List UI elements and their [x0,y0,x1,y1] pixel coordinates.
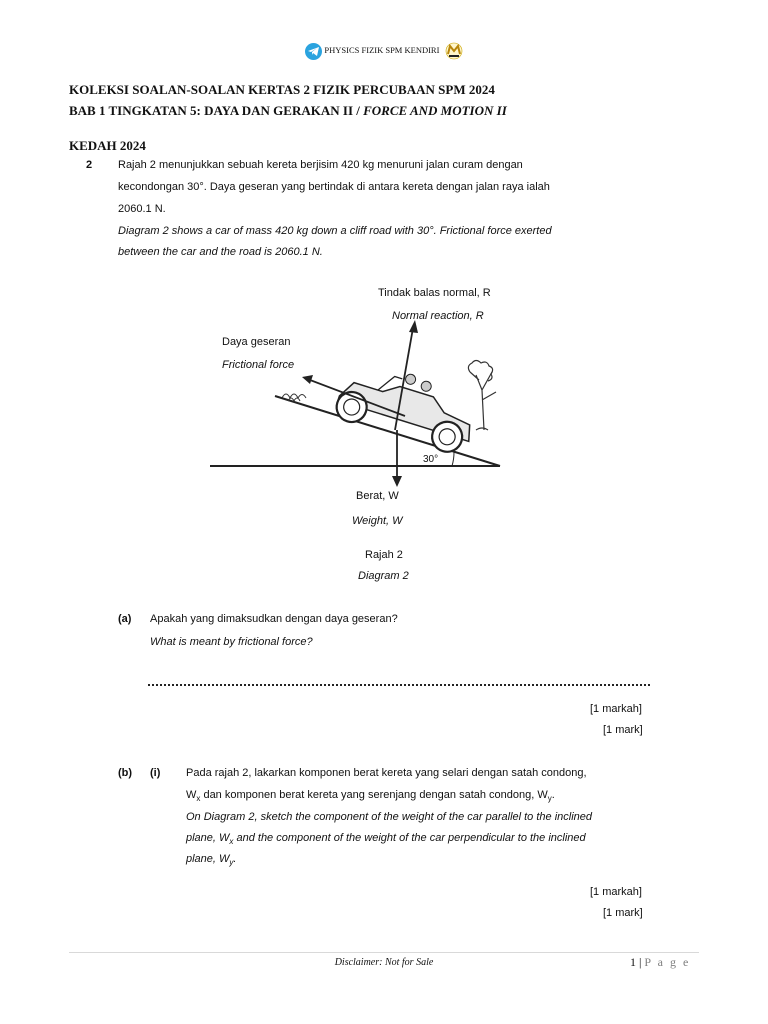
diagram-caption-english: Diagram 2 [358,570,409,582]
normal-reaction-label-malay: Tindak balas normal, R [378,287,491,299]
part-b-sub-label: (i) [150,767,161,779]
part-b-english-line: plane, $W_x$ and the component of the weight of the car perpendicular to the inclined [186,832,586,847]
part-b-marks-english: [1 mark] [603,907,643,919]
page-number: 1 | P a g e [630,955,691,969]
question-english-line: between the car and the road is 2060.1 N. [118,246,323,258]
diagram-caption-malay: Rajah 2 [365,549,403,561]
friction-label-english: Frictional force [222,359,295,371]
chapter-title: BAB 1 TINGKATAN 5: DAYA DAN GERAKAN II / FORCE AND MOTION II [69,103,507,118]
part-a-question-english: What is meant by frictional force? [150,636,313,648]
friction-label-malay: Daya geseran [222,336,291,348]
car [333,356,483,458]
channel-logo-icon [445,42,463,60]
page-header [0,42,768,60]
footer-divider [69,952,699,953]
angle-arc [452,452,454,466]
part-b-english-line: plane, $W_y$. [186,853,237,868]
channel-name: PHYSICS FIZIK SPM KENDIRI [324,44,440,55]
weight-label-english: Weight, W [352,515,403,527]
normal-reaction-label-english: Normal reaction, R [392,310,484,322]
section-title: KEDAH 2024 [69,138,146,153]
part-a-question-malay: Apakah yang dimaksudkan dengan daya geseran? [150,613,398,625]
answer-line[interactable] [148,684,650,686]
weight-label-malay: Berat, W [356,490,399,502]
part-b-english-line: On Diagram 2, sketch the component of the weight of the car parallel to the inclined [186,811,593,823]
question-number: 2 [86,159,93,171]
part-a-marks-malay: [1 markah] [590,703,642,715]
paper-title: KOLEKSI SOALAN-SOALAN KERTAS 2 FIZIK PERCUBAAN SPM 2024 [69,82,495,97]
part-b-marks-malay: [1 markah] [590,886,642,898]
question-english-line: Diagram 2 shows a car of mass 420 kg down a cliff road with 30°. Frictional force exerted [118,225,552,237]
part-b-malay-line: $W_x$ dan komponen berat kereta yang serenjang dengan satah condong, $W_y$. [186,789,555,804]
question-malay-line: 2060.1 N. [118,203,166,215]
part-a-marks-english: [1 mark] [603,724,643,736]
footer-disclaimer: Disclaimer: Not for Sale [334,957,434,968]
part-b-malay-line: Pada rajah 2, lakarkan komponen berat kereta yang selari dengan satah condong, [186,767,587,779]
question-malay-line: Rajah 2 menunjukkan sebuah kereta berjisim 420 kg menuruni jalan curam dengan [118,159,523,171]
angle-label: 30° [423,454,439,465]
tree [468,361,496,431]
telegram-icon [305,43,322,60]
question-malay-line: kecondongan 30°. Daya geseran yang bertindak di antara kereta dengan jalan raya ialah [118,181,550,193]
part-a-label: (a) [118,613,132,625]
part-b-label: (b) [118,767,133,779]
